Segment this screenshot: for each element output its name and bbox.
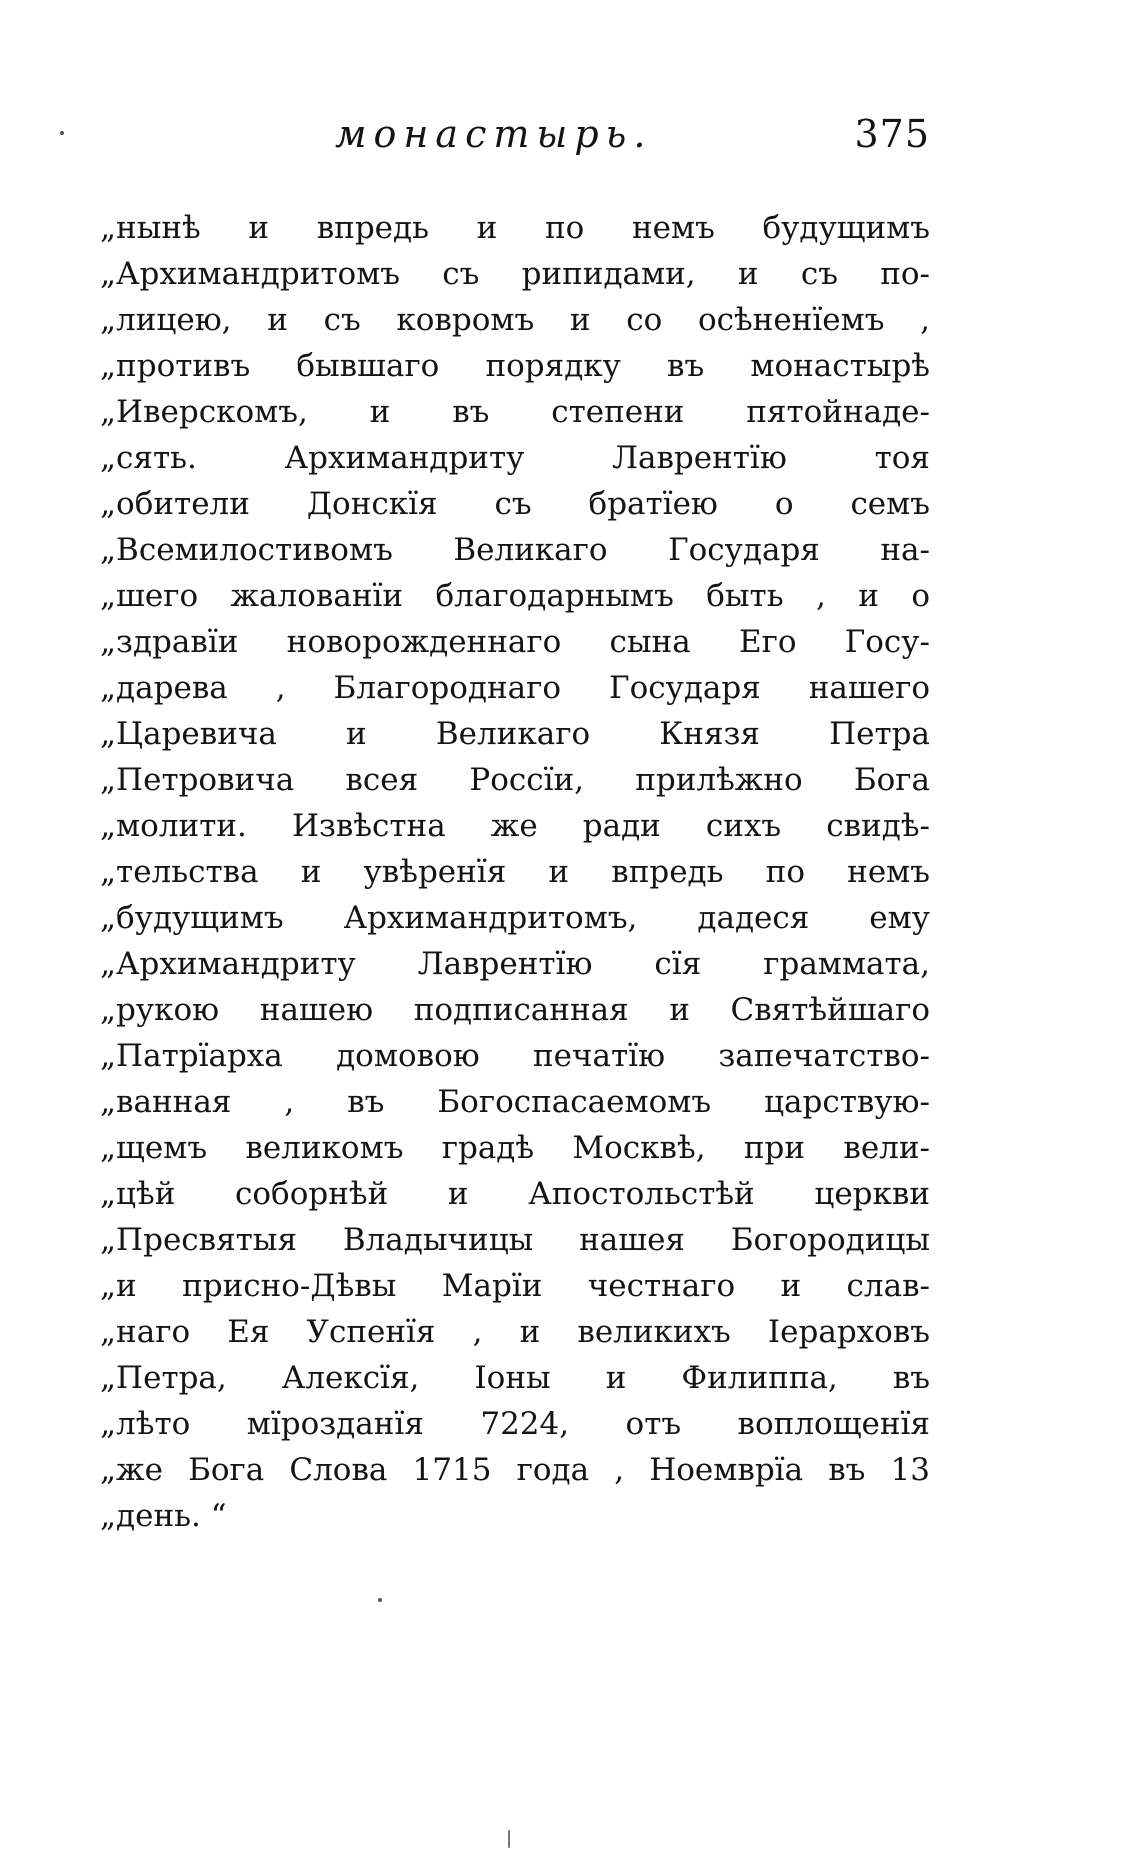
text-line: „молити. Извѣстна же ради сихъ свидѣ-: [100, 808, 930, 844]
text-line: „Патрïарха домовою печатïю запечатство-: [100, 1038, 930, 1074]
text-line: „шего жалованïи благодарнымъ быть , и о: [100, 578, 930, 614]
text-line: „нынѣ и впредь и по немъ будущимъ: [100, 210, 930, 246]
body-text: [100, 205, 930, 1539]
running-title: монастырь.: [335, 112, 653, 156]
text-line: „Петра, Алексïя, Iоны и Филиппа, въ: [100, 1360, 930, 1396]
text-line: „Царевича и Великаго Князя Петра: [100, 716, 930, 752]
page-header: [100, 112, 930, 168]
text-line: „же Бога Слова 1715 года , Ноемврïа въ 13: [100, 1452, 930, 1488]
text-line: „здравïи новорожденнаго сына Его Госу-: [100, 624, 930, 660]
text-line: „Архимандриту Лаврентïю сïя граммата,: [100, 946, 930, 982]
text-line: „дарева , Благороднаго Государя нашего: [100, 670, 930, 706]
text-line: „щемъ великомъ градѣ Москвѣ, при вели-: [100, 1130, 930, 1166]
text-line: „Иверскомъ, и въ степени пятойнаде-: [100, 394, 930, 430]
text-line: „Всемилостивомъ Великаго Государя на-: [100, 532, 930, 568]
text-line: „обители Донскïя съ братïею о семъ: [100, 486, 930, 522]
text-line: „лѣто мïрозданïя 7224, отъ воплощенïя: [100, 1406, 930, 1442]
text-line: „цѣй соборнѣй и Апостольстѣй церкви: [100, 1176, 930, 1212]
print-speck: [508, 1830, 510, 1848]
page-number: 375: [854, 112, 930, 156]
text-line: „Пресвятыя Владычицы нашея Богородицы: [100, 1222, 930, 1258]
text-line: „наго Ея Успенïя , и великихъ Iерарховъ: [100, 1314, 930, 1350]
text-line: „ванная , въ Богоспасаемомъ царствую-: [100, 1084, 930, 1120]
text-line: „Архимандритомъ съ рипидами, и съ по-: [100, 256, 930, 292]
text-line: „противъ бывшаго порядку въ монастырѣ: [100, 348, 930, 384]
text-line: „будущимъ Архимандритомъ, дадеся ему: [100, 900, 930, 936]
print-speck: [60, 131, 64, 135]
text-line: „рукою нашею подписанная и Святѣйшаго: [100, 992, 930, 1028]
text-line: „и присно-Дѣвы Марïи честнаго и слав-: [100, 1268, 930, 1304]
text-line: „день. “: [100, 1498, 227, 1534]
text-line: „лицею, и съ ковромъ и со осѣненïемъ ,: [100, 302, 930, 338]
print-speck: [378, 1598, 382, 1602]
text-line: „тельства и увѣренïя и впредь по немъ: [100, 854, 930, 890]
text-line: „Петровича всея Россïи, прилѣжно Бога: [100, 762, 930, 798]
text-line: „сять. Архимандриту Лаврентïю тоя: [100, 440, 930, 476]
